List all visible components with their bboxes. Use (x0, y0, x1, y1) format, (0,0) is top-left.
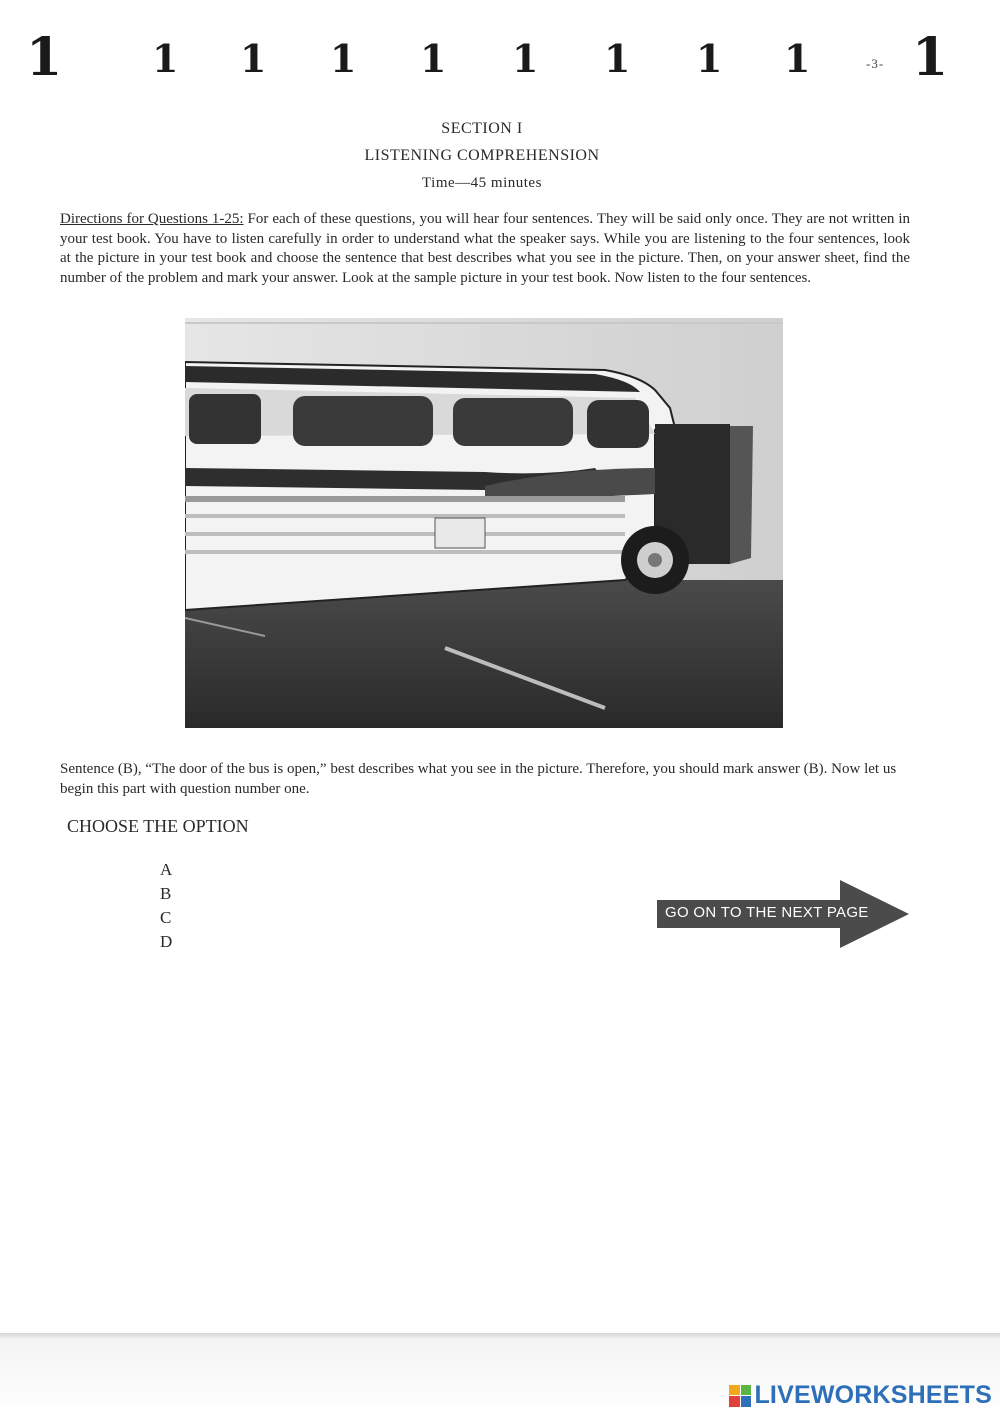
section-number: 1 (240, 36, 267, 81)
directions-lead: Directions for Questions 1-25: (60, 211, 244, 227)
section-subtitle: LISTENING COMPREHENSION (364, 147, 600, 164)
sample-sentence: Sentence (B), “The door of the bus is open,” best describes what you see in the picture. Therefore, you should mark answer (B). Now let us begin this part with question number one. (60, 761, 897, 797)
option-a[interactable]: A (160, 860, 173, 879)
section-number: 1 (26, 27, 63, 88)
question-prompt: CHOOSE THE OPTION (67, 816, 249, 836)
liveworksheets-logo-icon (729, 1385, 751, 1407)
directions-paragraph (60, 210, 910, 288)
section-number-row (0, 27, 1000, 90)
brand-name: LIVEWORKSHEETS (754, 1381, 992, 1409)
section-number: 1 (604, 36, 631, 81)
page-number: -3- (866, 56, 885, 71)
brand-logo[interactable] (729, 1381, 992, 1410)
directions-body: For each of these questions, you will hear four sentences. They will be said only once. They are not written in your test book. You have to listen carefully in order to understand what the speaker says. While you are listening to the four sentences, look at the picture in your test book and choose the sentence that best describes what you see in the picture. Then, on your answer sheet, find the number of the problem and mark your answer. Look at the sample picture in your test book. Now listen to the four sentences. (60, 211, 910, 286)
option-d[interactable]: D (160, 932, 173, 951)
section-number: 1 (420, 36, 447, 81)
section-number: 1 (912, 27, 949, 88)
option-b[interactable]: B (160, 884, 172, 903)
section-number: 1 (330, 36, 357, 81)
section-number: 1 (784, 36, 811, 81)
next-page-arrow (657, 880, 909, 948)
section-number: 1 (512, 36, 539, 81)
next-page-label: GO ON TO THE NEXT PAGE (665, 904, 869, 921)
section-number: 1 (696, 36, 723, 81)
section-number: 1 (152, 36, 179, 81)
section-title: SECTION I (441, 120, 523, 137)
section-time: Time—45 minutes (422, 175, 542, 191)
option-c[interactable]: C (160, 908, 172, 927)
sample-bus-photo (185, 318, 783, 728)
